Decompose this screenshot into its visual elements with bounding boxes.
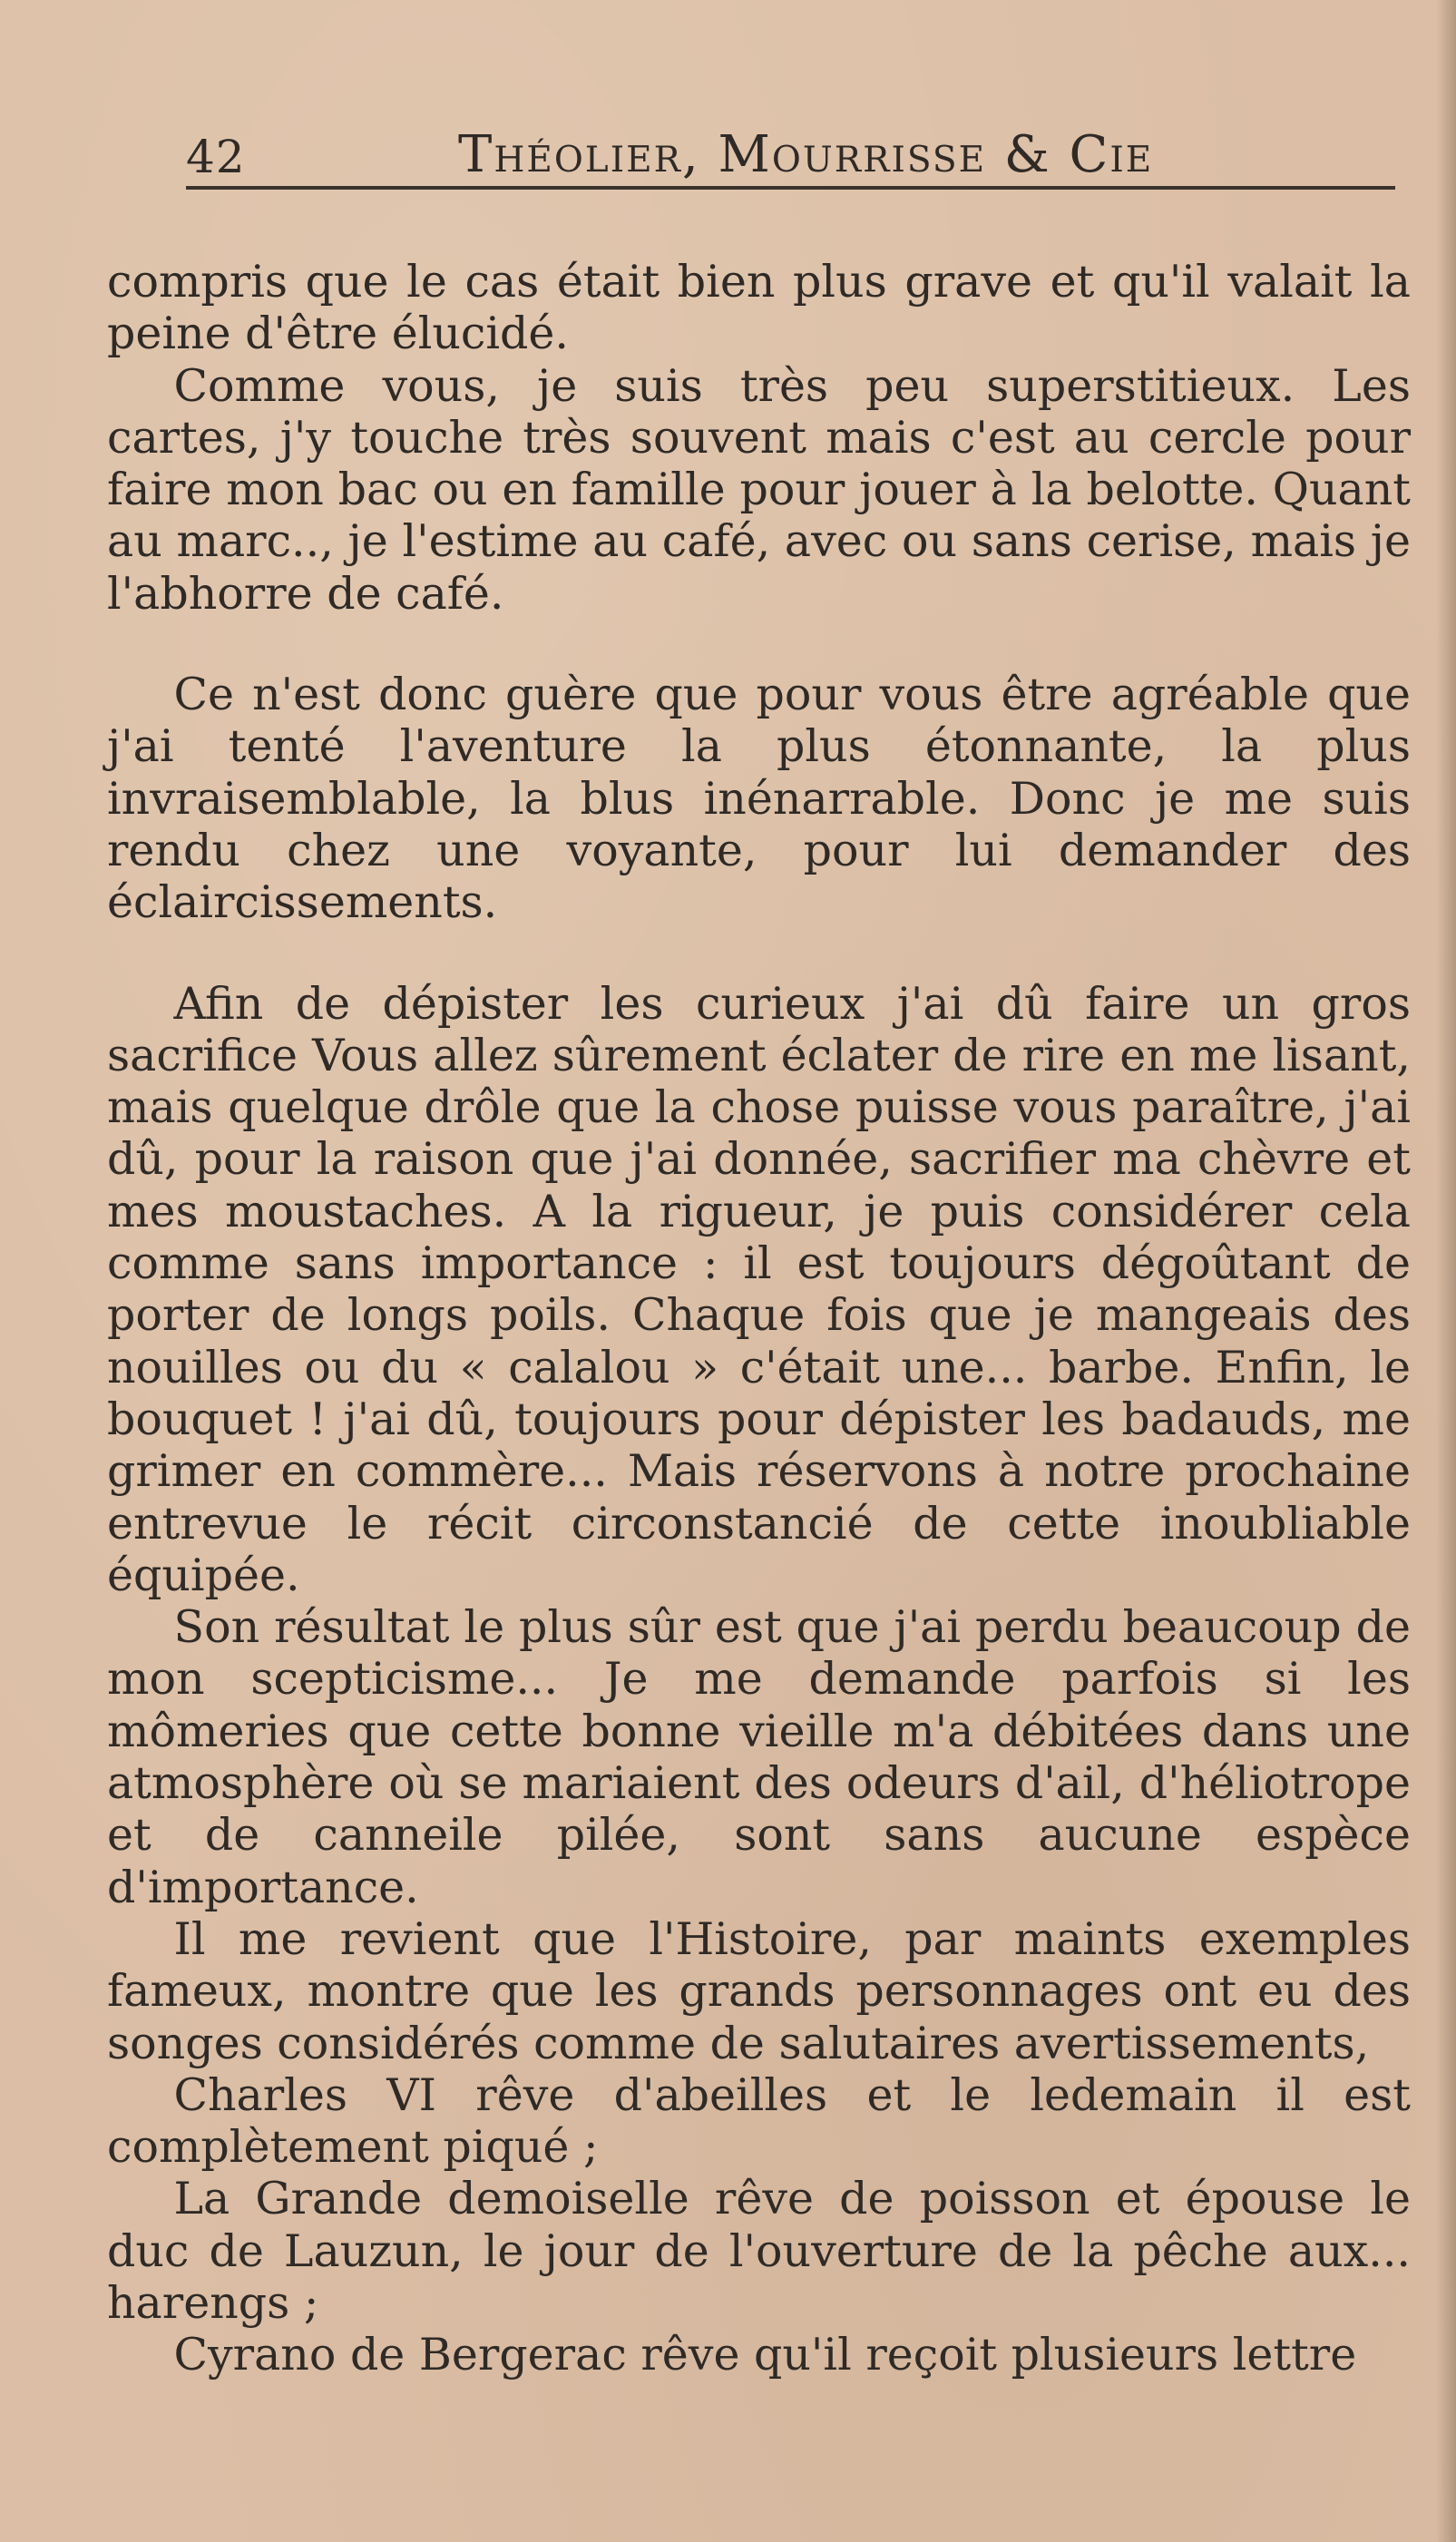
- paragraph-5: Son résultat le plus sûr est que j'ai perdu beaucoup de mon scepticisme... Je me demande parfois si les mômeries que cette bonne vieille m'a débitées dans une atmosphère où se mariaient des odeurs d'ail, d'héliotrope et de canneile pilée, sont sans aucune espèce d'importance.: [107, 1601, 1411, 1913]
- paragraph-8: La Grande demoiselle rêve de poisson et épouse le duc de Lauzun, le jour de l'ouverture de la pêche aux... harengs ;: [107, 2173, 1411, 2329]
- header-rule: [186, 186, 1395, 190]
- body-text: [107, 256, 1411, 2381]
- paragraph-1: compris que le cas était bien plus grave et qu'il valait la peine d'être élucidé.: [107, 256, 1411, 360]
- paragraph-3: Ce n'est donc guère que pour vous être agréable que j'ai tenté l'aventure la plus étonnante, la plus invraisemblable, la blus inénarrable. Donc je me suis rendu chez une voyante, pour lui demander des éclaircissements.: [107, 669, 1411, 929]
- page-edge-shadow: [1436, 0, 1456, 2542]
- running-head-title: Théolier, Mourrisse & Cie: [458, 125, 1154, 184]
- paragraph-4: Afin de dépister les curieux j'ai dû faire un gros sacrifice Vous allez sûrement éclater de rire en me lisant, mais quelque drôle que la chose puisse vous paraître, j'ai dû, pour la raison que j'ai donnée, sacrifier ma chèvre et mes moustaches. A la rigueur, je puis considérer cela comme sans importance : il est toujours dégoûtant de porter de longs poils. Chaque fois que je mangeais des nouilles ou du « calalou » c'était une... barbe. Enfin, le bouquet ! j'ai dû, toujours pour dépister les badauds, me grimer en commère... Mais réservons à notre prochaine entrevue le récit circonstancié de cette inoubliable équipée.: [107, 977, 1411, 1601]
- paragraph-7: Charles VI rêve d'abeilles et le ledemain il est complètement piqué ;: [107, 2068, 1411, 2174]
- running-head: [186, 107, 1411, 184]
- paragraph-2: Comme vous, je suis très peu superstitieux. Les cartes, j'y touche très souvent mais c'est au cercle pour faire mon bac ou en famille pour jouer à la belotte. Quant au marc.., je l'estime au café, avec ou sans cerise, mais je l'abhorre de café.: [107, 359, 1411, 620]
- paragraph-9: Cyrano de Bergerac rêve qu'il reçoit plusieurs lettre: [173, 2329, 1357, 2381]
- page-number: 42: [186, 131, 246, 183]
- paragraph-6: Il me revient que l'Histoire, par maints exemples fameux, montre que les grands personnages ont eu des songes considérés comme de salutaires avertissements,: [107, 1912, 1411, 2069]
